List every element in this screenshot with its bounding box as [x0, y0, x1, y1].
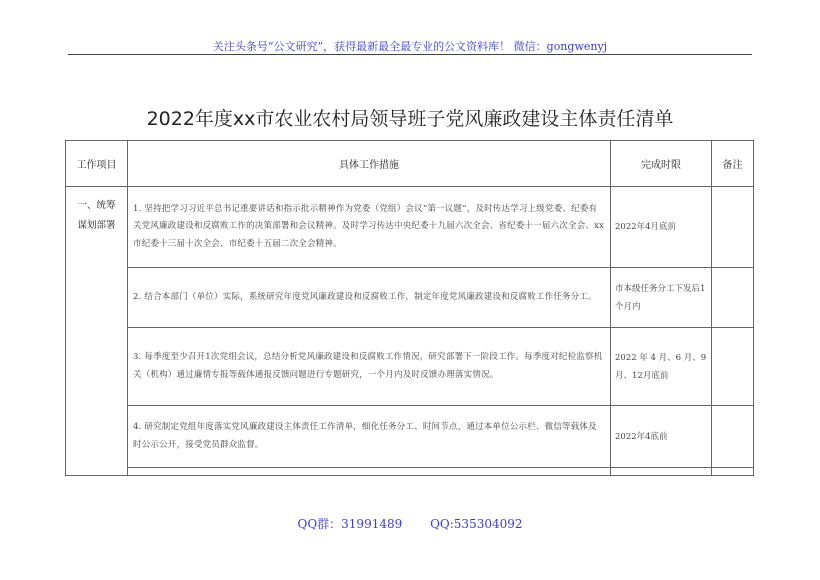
table-row [66, 187, 754, 268]
table-row [66, 406, 754, 468]
table-row [66, 268, 754, 328]
empty-cell [128, 468, 611, 476]
category-line-2: 谋划部署 [77, 220, 116, 231]
table-row-empty [66, 468, 754, 476]
header-deadline: 完成时限 [611, 141, 712, 187]
remark-cell [712, 406, 754, 468]
header-work-item: 工作项目 [66, 141, 128, 187]
measure-cell: 2. 结合本部门（单位）实际，系统研究年度党风廉政建设和反腐败工作，制定年度党风廉政建设和反腐败工作任务分工。 [128, 268, 611, 328]
table-header-row [66, 141, 754, 187]
header-remarks: 备注 [712, 141, 754, 187]
header-divider [68, 54, 752, 55]
qq-number: QQ:535304092 [430, 517, 523, 531]
measure-cell: 3. 每季度至少召开1次党组会议，总结分析党风廉政建设和反腐败工作情况，研究部署下一阶段工作。每季度对纪检监察机关（机构）通过廉情专报等载体通报反馈问题进行专题研究，一个月内及时反馈办理落实情况。 [128, 328, 611, 406]
deadline-cell: 2022 年 4 月、6 月、9月、12月底前 [611, 328, 712, 406]
empty-cell [712, 468, 754, 476]
header-measures: 具体工作措施 [128, 141, 611, 187]
measure-cell: 1. 坚持把学习习近平总书记重要讲话和指示批示精神作为党委（党组）会议“第一议题”，及时传达学习上级党委、纪委有关党风廉政建设和反腐败工作的决策部署和会议精神。及时学习传达中央纪委十九届六次全会、省纪委十一届六次全会、xx市纪委十三届十次全会、市纪委十五届二次全会精神。 [128, 187, 611, 268]
category-cell [66, 187, 128, 476]
empty-cell [611, 468, 712, 476]
table-row [66, 328, 754, 406]
remark-cell [712, 187, 754, 268]
measure-cell: 4. 研究制定党组年度落实党风廉政建设主体责任工作清单，细化任务分工、时间节点，通过本单位公示栏、微信等载体及时公示公开，接受党员群众监督。 [128, 406, 611, 468]
qq-group: QQ群：31991489 [297, 517, 403, 531]
remark-cell [712, 268, 754, 328]
deadline-cell: 2022年4月底前 [611, 187, 712, 268]
document-title: 2022年度xx市农业农村局领导班子党风廉政建设主体责任清单 [146, 108, 674, 130]
deadline-cell: 2022年4底前 [611, 406, 712, 468]
remark-cell [712, 328, 754, 406]
footer-contacts [0, 515, 820, 532]
deadline-cell: 市本级任务分工下发后1个月内 [611, 268, 712, 328]
responsibility-table [65, 140, 754, 476]
category-line-1: 一、统筹 [77, 200, 116, 211]
header-note: 关注头条号“公文研究”，获得最新最全最专业的公文资料库！ 微信：gongwenyj [212, 40, 608, 53]
